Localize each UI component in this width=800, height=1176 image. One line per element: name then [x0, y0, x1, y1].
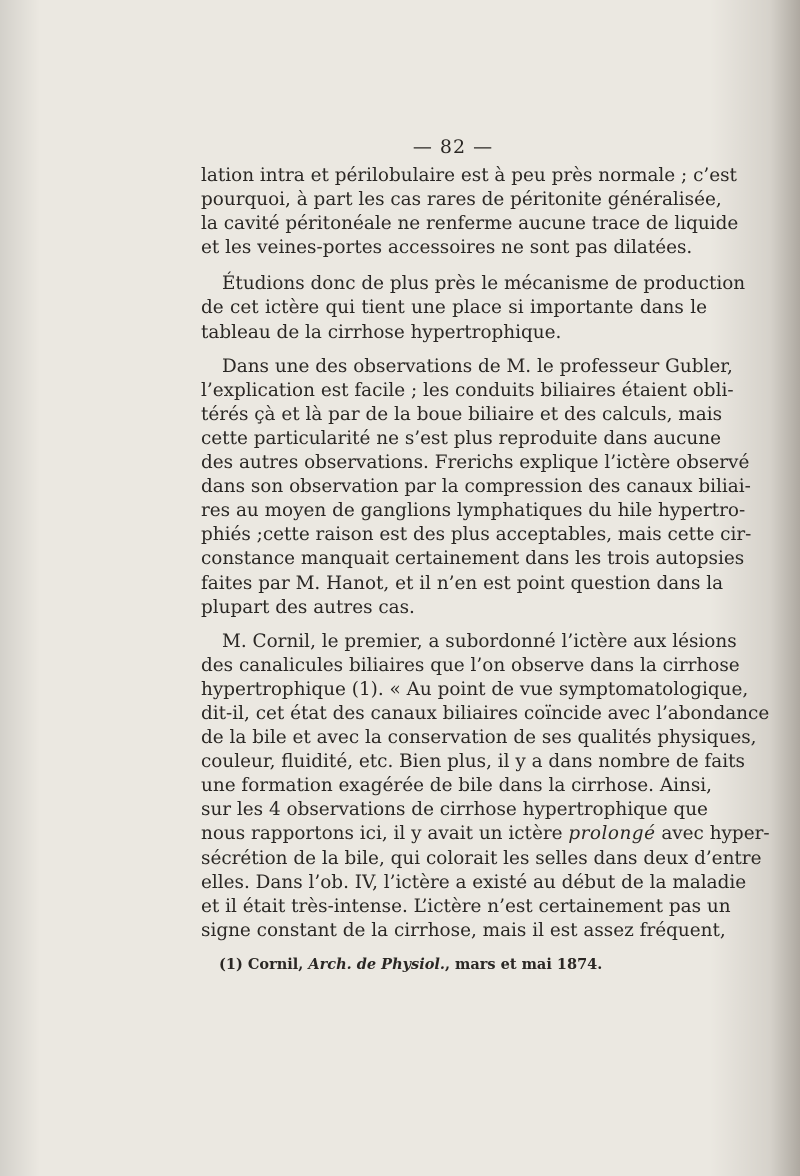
text-line: plupart des autres cas. [201, 596, 415, 618]
emphasis-word: prolongé [568, 823, 656, 845]
text-line: térés çà et là par de la boue biliaire et des calculs, mais [201, 403, 723, 425]
paragraph-1 [201, 164, 739, 260]
text-line: tableau de la cirrhose hypertrophique. [201, 321, 562, 343]
text-line: M. Cornil, le premier, a subordonné l’ictère aux lésions [222, 630, 737, 652]
footnote [219, 956, 602, 973]
footnote-suffix: , mars et mai 1874. [444, 956, 603, 973]
text-line: dans son observation par la compression des canaux biliai- [201, 476, 751, 498]
text-line: Étudions donc de plus près le mécanisme de production [222, 273, 746, 295]
text-line: de cet ictère qui tient une place si importante dans le [201, 297, 707, 319]
text-line: sécrétion de la bile, qui colorait les selles dans deux d’entre [201, 847, 762, 869]
text-line: une formation exagérée de bile dans la cirrhose. Ainsi, [201, 775, 712, 797]
text-line: la cavité péritonéale ne renferme aucune trace de liquide [201, 213, 739, 235]
body-text [201, 164, 770, 943]
text-line: pourquoi, à part les cas rares de péritonite généralisée, [201, 189, 722, 211]
text-segment: nous rapportons ici, il y avait un ictère [201, 823, 563, 845]
text-line-prolonge [201, 822, 770, 846]
text-line: des canalicules biliaires que l’on observe dans la cirrhose [201, 654, 740, 676]
footnote-journal: Arch. de Physiol. [308, 956, 445, 973]
text-line: dit-il, cet état des canaux biliaires coïncide avec l’abondance [201, 702, 770, 724]
text-line: faites par M. Hanot, et il n’en est point question dans la [201, 572, 724, 594]
text-line: et il était très-intense. L’ictère n’est certainement pas un [201, 895, 731, 917]
text-line: cette particularité ne s’est plus reproduite dans aucune [201, 427, 721, 449]
text-line: et les veines-portes accessoires ne sont pas dilatées. [201, 237, 693, 259]
text-line: des autres observations. Frerichs explique l’ictère observé [201, 452, 750, 474]
text-line: Dans une des observations de M. le professeur Gubler, [222, 355, 733, 377]
paragraph-2 [201, 272, 746, 344]
text-line: res au moyen de ganglions lymphatiques du hile hypertro- [201, 500, 746, 522]
paragraph-3 [201, 355, 752, 620]
text-line: sur les 4 observations de cirrhose hypertrophique que [201, 799, 708, 821]
text-line: hypertrophique (1). « Au point de vue symptomatologique, [201, 678, 749, 700]
text-line: couleur, fluidité, etc. Bien plus, il y a dans nombre de faits [201, 751, 745, 773]
text-segment: avec hyper- [661, 823, 770, 845]
footnote-prefix: (1) Cornil, [219, 956, 304, 973]
text-line: signe constant de la cirrhose, mais il est assez fréquent, [201, 919, 726, 941]
text-line: elles. Dans l’ob. IV, l’ictère a existé au début de la maladie [201, 871, 747, 893]
text-line: l’explication est facile ; les conduits biliaires étaient obli- [201, 379, 734, 401]
text-line: lation intra et périlobulaire est à peu près normale ; c’est [201, 165, 737, 186]
paragraph-4 [201, 630, 770, 943]
page-number: — 82 — [412, 136, 494, 158]
text-line: phiés ;cette raison est des plus acceptables, mais cette cir- [201, 524, 752, 546]
text-line: constance manquait certainement dans les trois autopsies [201, 548, 745, 570]
text-line: de la bile et avec la conservation de ses qualités physiques, [201, 727, 757, 749]
